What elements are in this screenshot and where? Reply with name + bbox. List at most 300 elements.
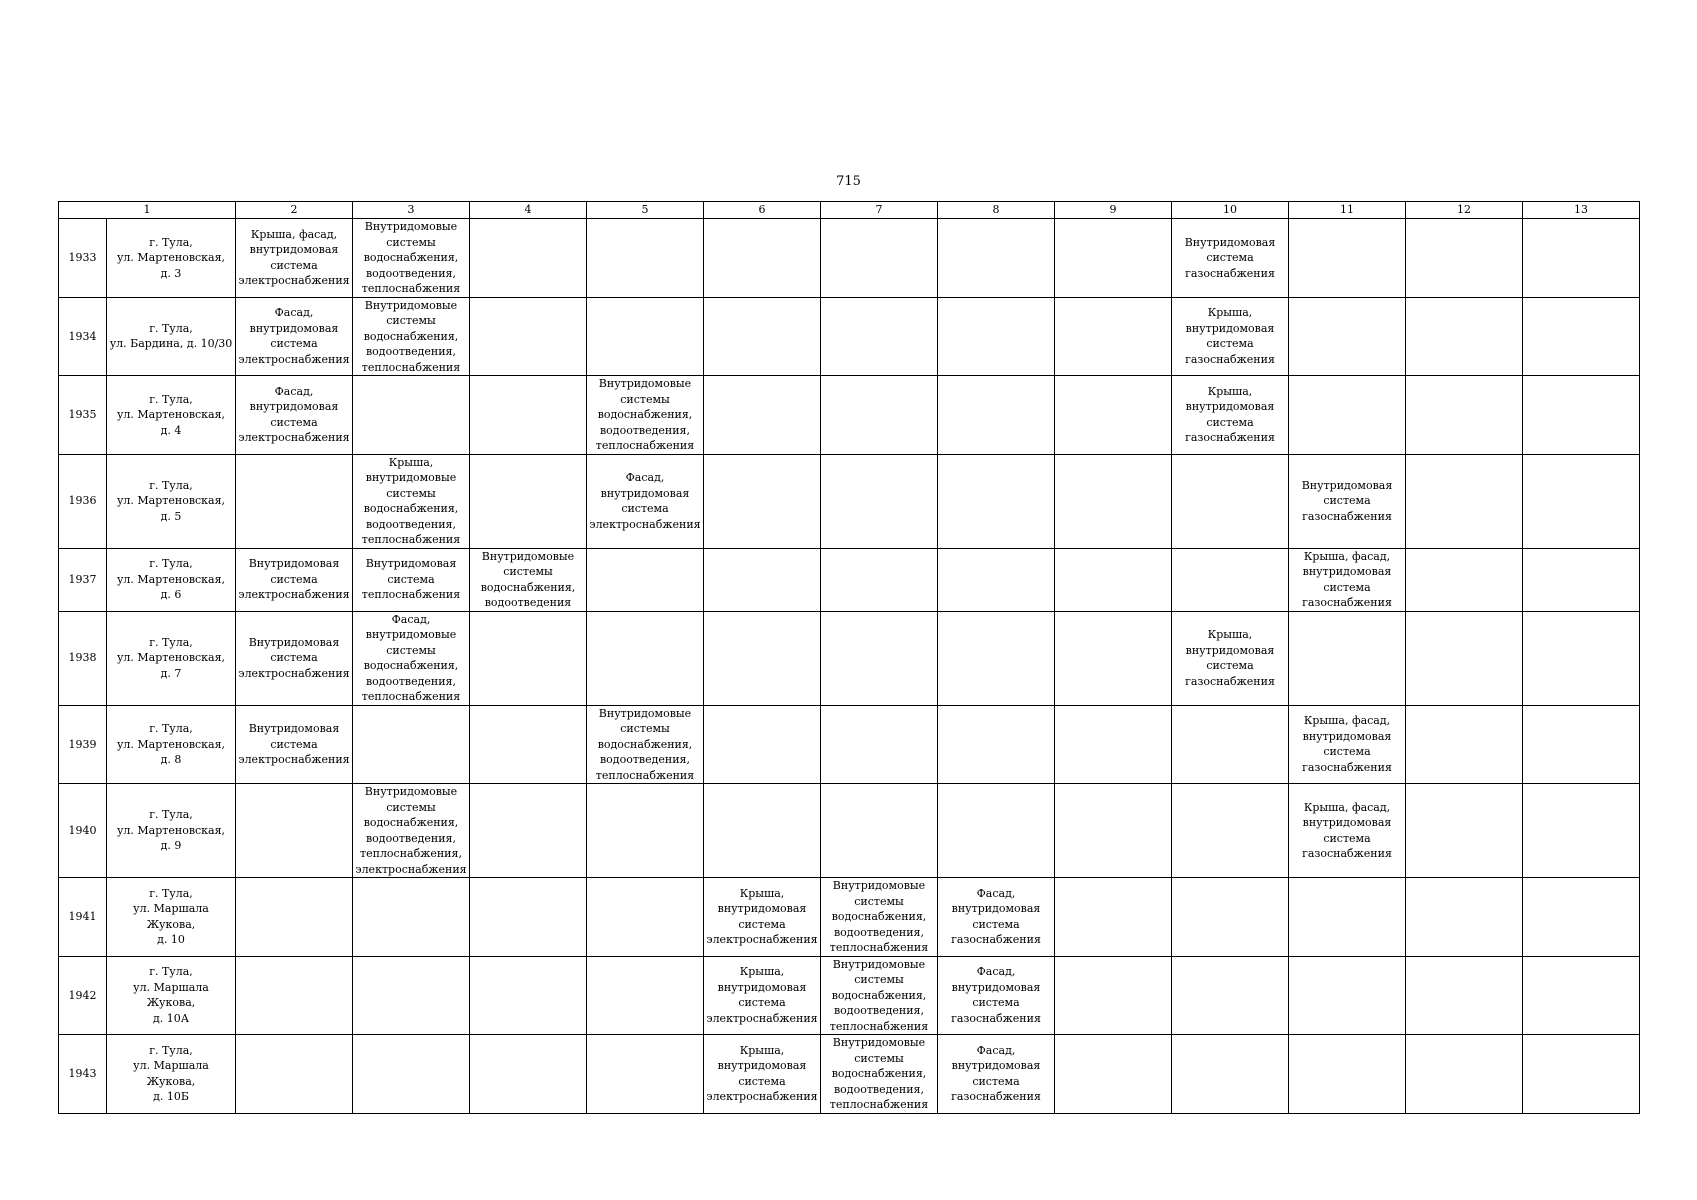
- work-cell-col-6: [704, 878, 821, 957]
- cell-line: внутридомовая: [1302, 565, 1392, 578]
- work-cell-col-9: [1055, 548, 1172, 611]
- work-cell-col-11: [1289, 611, 1406, 705]
- work-cell-col-12: [1406, 376, 1523, 455]
- row-number: 1942: [59, 956, 107, 1035]
- work-cell-col-3: [353, 705, 470, 784]
- cell-line: система: [270, 415, 318, 429]
- work-cell-col-10: [1172, 297, 1289, 376]
- column-header-2: 2: [236, 202, 353, 219]
- cell-line: системы: [503, 565, 553, 578]
- work-cell-col-10: [1172, 705, 1289, 784]
- cell-line: внутридомовая: [249, 321, 339, 335]
- work-cell-col-2: [236, 376, 353, 455]
- cell-line: внутридомовая: [951, 980, 1041, 994]
- cell-line: Внутридомовые: [832, 879, 926, 892]
- work-cell-col-6: [704, 454, 821, 548]
- work-cell-col-2: [236, 1035, 353, 1114]
- cell-line: водоотведения,: [833, 1082, 924, 1096]
- cell-line: электроснабжения: [706, 1011, 818, 1025]
- work-cell-col-6: [704, 611, 821, 705]
- cell-line: внутридомовая: [249, 243, 339, 257]
- work-cell-col-8: [938, 1035, 1055, 1114]
- work-cell-col-9: [1055, 956, 1172, 1035]
- row-number: 1941: [59, 878, 107, 957]
- cell-line: водоснабжения,: [597, 737, 693, 751]
- cell-line: газоснабжения: [1302, 847, 1392, 860]
- work-cell-col-5: [587, 297, 704, 376]
- work-cell-col-8: [938, 784, 1055, 878]
- cell-line: г. Тула,: [149, 392, 193, 406]
- cell-line: теплоснабжения: [829, 941, 929, 954]
- cell-line: водоснабжения,: [831, 1067, 927, 1080]
- work-cell-col-13: [1523, 611, 1640, 705]
- work-cell-col-5: [587, 611, 704, 705]
- cell-line: ул. Бардина, д. 10/30: [109, 337, 233, 351]
- work-cell-col-10: [1172, 1035, 1289, 1114]
- address-cell: [107, 454, 236, 548]
- cell-line: водоотведения,: [599, 423, 690, 437]
- cell-line: Внутридомовая: [248, 635, 340, 649]
- cell-line: г. Тула,: [149, 965, 193, 979]
- work-cell-col-12: [1406, 705, 1523, 784]
- cell-line: электроснабжения: [355, 862, 467, 876]
- work-cell-col-12: [1406, 548, 1523, 611]
- cell-line: Крыша, фасад,: [1303, 549, 1391, 563]
- cell-line: газоснабжения: [951, 933, 1041, 947]
- cell-line: Фасад,: [625, 471, 665, 484]
- address-cell: [107, 376, 236, 455]
- cell-line: г. Тула,: [149, 1043, 193, 1057]
- column-header-8: 8: [938, 202, 1055, 219]
- work-cell-col-3: [353, 956, 470, 1035]
- work-cell-col-3: [353, 878, 470, 957]
- cell-line: д. 6: [160, 588, 182, 602]
- column-header-12: 12: [1406, 202, 1523, 219]
- work-cell-col-9: [1055, 454, 1172, 548]
- cell-line: система: [738, 996, 786, 1010]
- cell-line: теплоснабжения: [361, 588, 461, 602]
- table-row: [59, 611, 1640, 705]
- header-row: [59, 202, 1640, 219]
- cell-line: внутридомовая: [717, 902, 807, 916]
- column-header-10: 10: [1172, 202, 1289, 219]
- work-cell-col-5: [587, 376, 704, 455]
- cell-line: теплоснабжения: [829, 1019, 929, 1033]
- row-number: 1939: [59, 705, 107, 784]
- work-cell-col-10: [1172, 454, 1289, 548]
- cell-line: электроснабжения: [589, 517, 701, 531]
- work-cell-col-3: [353, 376, 470, 455]
- cell-line: внутридомовая: [1185, 400, 1275, 414]
- cell-line: Крыша,: [1207, 306, 1253, 320]
- cell-line: Внутридомовая: [1184, 235, 1276, 249]
- cell-line: ул. Мартеновская,: [116, 494, 226, 508]
- cell-line: Внутридомовые: [481, 549, 575, 563]
- cell-line: г. Тула,: [149, 235, 193, 249]
- work-cell-col-13: [1523, 1035, 1640, 1114]
- cell-line: теплоснабжения: [595, 439, 695, 452]
- work-cell-col-11: [1289, 297, 1406, 376]
- cell-line: система: [1323, 580, 1371, 594]
- work-cell-col-13: [1523, 454, 1640, 548]
- cell-line: система: [972, 1074, 1020, 1088]
- cell-line: водоотведения,: [365, 674, 456, 688]
- work-cell-col-8: [938, 611, 1055, 705]
- cell-line: система: [270, 258, 318, 272]
- cell-line: д. 10: [157, 933, 185, 947]
- work-cell-col-4: [470, 548, 587, 611]
- work-cell-col-2: [236, 297, 353, 376]
- work-cell-col-8: [938, 956, 1055, 1035]
- cell-line: газоснабжения: [1185, 352, 1275, 366]
- cell-line: система: [738, 917, 786, 931]
- row-number: 1938: [59, 611, 107, 705]
- cell-line: газоснабжения: [1185, 674, 1275, 688]
- address-cell: [107, 297, 236, 376]
- work-cell-col-10: [1172, 956, 1289, 1035]
- work-cell-col-2: [236, 878, 353, 957]
- cell-line: система: [1323, 745, 1371, 759]
- work-cell-col-10: [1172, 548, 1289, 611]
- work-cell-col-8: [938, 297, 1055, 376]
- cell-line: Внутридомовая: [365, 557, 457, 571]
- column-header-5: 5: [587, 202, 704, 219]
- row-number: 1936: [59, 454, 107, 548]
- work-cell-col-5: [587, 784, 704, 878]
- table-row: [59, 297, 1640, 376]
- cell-line: г. Тула,: [149, 722, 193, 735]
- cell-line: внутридомовая: [951, 902, 1041, 916]
- address-cell: [107, 548, 236, 611]
- cell-line: ул. Мартеновская,: [116, 651, 226, 665]
- column-header-7: 7: [821, 202, 938, 219]
- work-cell-col-12: [1406, 219, 1523, 298]
- work-cell-col-6: [704, 219, 821, 298]
- work-cell-col-2: [236, 784, 353, 878]
- column-header-1: 1: [59, 202, 236, 219]
- cell-line: теплоснабжения: [361, 533, 461, 546]
- work-cell-col-7: [821, 784, 938, 878]
- cell-line: Внутридомовые: [598, 377, 692, 390]
- work-cell-col-10: [1172, 878, 1289, 957]
- table-body: [59, 219, 1640, 1114]
- cell-line: системы: [854, 973, 904, 986]
- work-cell-col-3: [353, 548, 470, 611]
- cell-line: Фасад,: [391, 612, 431, 626]
- cell-line: водоснабжения,: [831, 988, 927, 1002]
- work-cell-col-9: [1055, 611, 1172, 705]
- cell-line: водоснабжения,: [363, 502, 459, 515]
- work-cell-col-13: [1523, 956, 1640, 1035]
- cell-line: система: [1323, 494, 1371, 508]
- work-cell-col-7: [821, 956, 938, 1035]
- work-cell-col-5: [587, 878, 704, 957]
- cell-line: система: [1206, 337, 1254, 351]
- repair-schedule-table: [58, 201, 1640, 1114]
- table-row: [59, 784, 1640, 878]
- cell-line: внутридомовая: [249, 400, 339, 414]
- work-cell-col-8: [938, 376, 1055, 455]
- row-number: 1935: [59, 376, 107, 455]
- address-cell: [107, 1035, 236, 1114]
- work-cell-col-11: [1289, 1035, 1406, 1114]
- cell-line: д. 3: [160, 266, 182, 280]
- cell-line: Крыша,: [1207, 384, 1253, 398]
- work-cell-col-13: [1523, 219, 1640, 298]
- cell-line: д. 7: [160, 666, 182, 680]
- work-cell-col-3: [353, 1035, 470, 1114]
- work-cell-col-7: [821, 611, 938, 705]
- work-cell-col-9: [1055, 1035, 1172, 1114]
- work-cell-col-3: [353, 454, 470, 548]
- column-header-13: 13: [1523, 202, 1640, 219]
- work-cell-col-6: [704, 1035, 821, 1114]
- work-cell-col-4: [470, 611, 587, 705]
- cell-line: электроснабжения: [238, 588, 350, 602]
- work-cell-col-2: [236, 454, 353, 548]
- cell-line: г. Тула,: [149, 321, 193, 335]
- work-cell-col-7: [821, 548, 938, 611]
- cell-line: система: [972, 996, 1020, 1010]
- cell-line: д. 9: [160, 839, 182, 853]
- cell-line: Крыша, фасад,: [250, 227, 338, 241]
- row-number: 1943: [59, 1035, 107, 1114]
- cell-line: газоснабжения: [1185, 431, 1275, 445]
- cell-line: система: [621, 502, 669, 515]
- cell-line: теплоснабжения: [361, 282, 461, 295]
- column-header-3: 3: [353, 202, 470, 219]
- cell-line: Внутридомовые: [598, 706, 692, 720]
- cell-line: газоснабжения: [1302, 596, 1392, 609]
- cell-line: внутридомовая: [717, 1059, 807, 1073]
- work-cell-col-12: [1406, 784, 1523, 878]
- work-cell-col-3: [353, 219, 470, 298]
- cell-line: внутридомовая: [717, 980, 807, 994]
- cell-line: Внутридомовые: [832, 957, 926, 971]
- work-cell-col-6: [704, 297, 821, 376]
- work-cell-col-11: [1289, 454, 1406, 548]
- work-cell-col-6: [704, 705, 821, 784]
- work-cell-col-5: [587, 454, 704, 548]
- work-cell-col-3: [353, 784, 470, 878]
- cell-line: ул. Маршала Жукова,: [133, 980, 209, 1010]
- work-cell-col-9: [1055, 219, 1172, 298]
- work-cell-col-5: [587, 956, 704, 1035]
- work-cell-col-7: [821, 219, 938, 298]
- work-cell-col-2: [236, 548, 353, 611]
- work-cell-col-6: [704, 956, 821, 1035]
- work-cell-col-2: [236, 956, 353, 1035]
- cell-line: водоснабжения,: [363, 251, 459, 264]
- cell-line: Крыша, фасад,: [1303, 800, 1391, 814]
- work-cell-col-5: [587, 219, 704, 298]
- work-cell-col-4: [470, 297, 587, 376]
- work-cell-col-10: [1172, 611, 1289, 705]
- cell-line: Крыша,: [1207, 628, 1253, 641]
- cell-line: водоснабжения,: [363, 659, 459, 672]
- cell-line: внутридомовая: [1302, 816, 1392, 829]
- work-cell-col-9: [1055, 297, 1172, 376]
- cell-line: водоотведения,: [833, 1004, 924, 1017]
- cell-line: водоснабжения,: [363, 816, 459, 829]
- cell-line: Крыша,: [739, 1043, 785, 1057]
- work-cell-col-4: [470, 878, 587, 957]
- cell-line: системы: [620, 722, 670, 735]
- work-cell-col-8: [938, 705, 1055, 784]
- work-cell-col-4: [470, 705, 587, 784]
- work-cell-col-4: [470, 784, 587, 878]
- address-cell: [107, 705, 236, 784]
- cell-line: ул. Мартеновская,: [116, 251, 226, 264]
- work-cell-col-11: [1289, 784, 1406, 878]
- work-cell-col-10: [1172, 219, 1289, 298]
- cell-line: г. Тула,: [149, 478, 193, 492]
- cell-line: системы: [854, 894, 904, 908]
- cell-line: внутридомовая: [1185, 643, 1275, 657]
- cell-line: водоснабжения,: [480, 580, 576, 594]
- cell-line: внутридомовая: [1185, 321, 1275, 335]
- cell-line: Фасад,: [976, 965, 1016, 979]
- work-cell-col-7: [821, 297, 938, 376]
- address-cell: [107, 878, 236, 957]
- cell-line: Внутридомовые: [832, 1036, 926, 1049]
- cell-line: система: [1206, 415, 1254, 429]
- cell-line: газоснабжения: [1302, 509, 1392, 523]
- cell-line: системы: [386, 486, 436, 500]
- table-row: [59, 219, 1640, 298]
- table-row: [59, 548, 1640, 611]
- work-cell-col-3: [353, 611, 470, 705]
- row-number: 1940: [59, 784, 107, 878]
- table-row: [59, 878, 1640, 957]
- cell-line: водоснабжения,: [597, 408, 693, 421]
- work-cell-col-4: [470, 454, 587, 548]
- row-number: 1934: [59, 297, 107, 376]
- cell-line: водоотведения,: [365, 517, 456, 531]
- cell-line: электроснабжения: [238, 352, 350, 366]
- cell-line: электроснабжения: [238, 753, 350, 766]
- cell-line: система: [387, 572, 435, 586]
- cell-line: ул. Мартеновская,: [116, 823, 226, 837]
- cell-line: внутридомовая: [951, 1059, 1041, 1073]
- table-row: [59, 705, 1640, 784]
- cell-line: Фасад,: [976, 886, 1016, 900]
- cell-line: теплоснабжения,: [360, 847, 462, 860]
- work-cell-col-10: [1172, 784, 1289, 878]
- cell-line: Фасад,: [976, 1043, 1016, 1057]
- cell-line: система: [270, 337, 318, 351]
- cell-line: системы: [386, 235, 436, 249]
- cell-line: электроснабжения: [238, 431, 350, 445]
- address-cell: [107, 784, 236, 878]
- work-cell-col-11: [1289, 878, 1406, 957]
- cell-line: электроснабжения: [706, 933, 818, 947]
- cell-line: Внутридомовая: [1301, 478, 1393, 492]
- table-header: [59, 202, 1640, 219]
- work-cell-col-2: [236, 611, 353, 705]
- cell-line: ул. Маршала Жукова,: [133, 902, 209, 931]
- address-cell: [107, 611, 236, 705]
- cell-line: внутридомовая: [1302, 729, 1392, 743]
- work-cell-col-6: [704, 784, 821, 878]
- work-cell-col-11: [1289, 376, 1406, 455]
- cell-line: система: [972, 917, 1020, 931]
- work-cell-col-3: [353, 297, 470, 376]
- row-number: 1933: [59, 219, 107, 298]
- cell-line: система: [1323, 831, 1371, 845]
- cell-line: система: [270, 737, 318, 751]
- cell-line: Внутридомовые: [364, 220, 458, 233]
- work-cell-col-8: [938, 548, 1055, 611]
- cell-line: д. 8: [160, 753, 182, 766]
- cell-line: г. Тула,: [149, 557, 193, 571]
- cell-line: Внутридомовая: [248, 557, 340, 571]
- work-cell-col-11: [1289, 705, 1406, 784]
- cell-line: внутридомовая: [600, 486, 690, 500]
- cell-line: ул. Мартеновская,: [116, 408, 226, 421]
- cell-line: теплоснабжения: [829, 1098, 929, 1111]
- work-cell-col-11: [1289, 219, 1406, 298]
- cell-line: д. 4: [160, 423, 182, 437]
- cell-line: теплоснабжения: [595, 768, 695, 782]
- work-cell-col-11: [1289, 548, 1406, 611]
- work-cell-col-9: [1055, 705, 1172, 784]
- cell-line: теплоснабжения: [361, 360, 461, 374]
- work-cell-col-12: [1406, 1035, 1523, 1114]
- cell-line: Внутридомовые: [364, 785, 458, 798]
- column-header-9: 9: [1055, 202, 1172, 219]
- cell-line: Крыша,: [388, 455, 434, 469]
- cell-line: система: [1206, 251, 1254, 264]
- cell-line: Крыша,: [739, 886, 785, 900]
- work-cell-col-5: [587, 1035, 704, 1114]
- column-header-4: 4: [470, 202, 587, 219]
- cell-line: водоотведения,: [599, 753, 690, 766]
- work-cell-col-12: [1406, 454, 1523, 548]
- address-cell: [107, 956, 236, 1035]
- cell-line: системы: [386, 643, 436, 657]
- work-cell-col-7: [821, 454, 938, 548]
- cell-line: электроснабжения: [238, 274, 350, 288]
- cell-line: системы: [620, 392, 670, 406]
- work-cell-col-13: [1523, 705, 1640, 784]
- cell-line: системы: [386, 314, 436, 327]
- cell-line: газоснабжения: [951, 1011, 1041, 1025]
- cell-line: системы: [854, 1051, 904, 1065]
- cell-line: система: [1206, 659, 1254, 672]
- work-cell-col-11: [1289, 956, 1406, 1035]
- work-cell-col-4: [470, 219, 587, 298]
- cell-line: д. 10Б: [153, 1090, 189, 1104]
- work-cell-col-13: [1523, 376, 1640, 455]
- cell-line: теплоснабжения: [361, 690, 461, 703]
- cell-line: система: [270, 651, 318, 665]
- cell-line: внутридомовые: [365, 471, 457, 484]
- work-cell-col-12: [1406, 297, 1523, 376]
- cell-line: газоснабжения: [951, 1090, 1041, 1104]
- cell-line: ул. Мартеновская,: [116, 737, 226, 751]
- cell-line: Фасад,: [274, 306, 314, 320]
- cell-line: водоотведения: [484, 596, 572, 609]
- work-cell-col-13: [1523, 784, 1640, 878]
- cell-line: водоотведения,: [365, 345, 456, 358]
- table-row: [59, 454, 1640, 548]
- work-cell-col-7: [821, 878, 938, 957]
- work-cell-col-13: [1523, 878, 1640, 957]
- table-row: [59, 1035, 1640, 1114]
- work-cell-col-7: [821, 376, 938, 455]
- cell-line: ул. Мартеновская,: [116, 572, 226, 586]
